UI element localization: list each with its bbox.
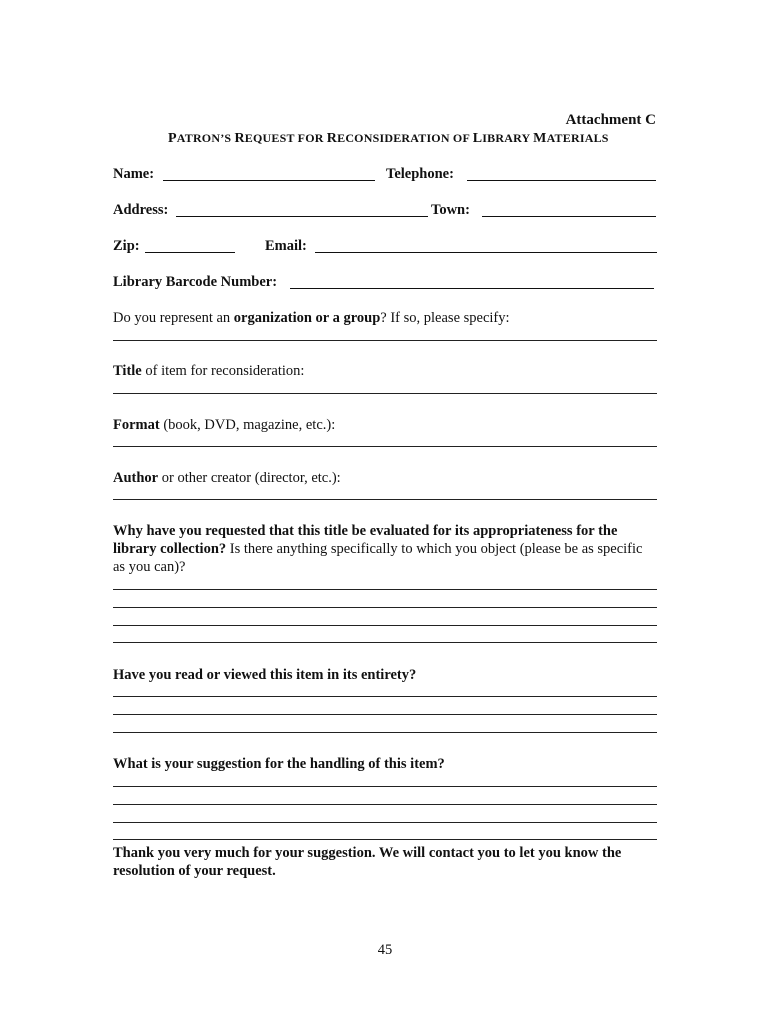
title-part-5: MATERIALS bbox=[533, 131, 609, 146]
barcode-label: Library Barcode Number: bbox=[113, 274, 278, 290]
suggestion-answer-line[interactable] bbox=[113, 804, 657, 805]
suggestion-answer-line[interactable] bbox=[113, 786, 657, 787]
why-answer-line[interactable] bbox=[113, 625, 657, 626]
organization-question: Do you represent an organization or a group? If so, please specify: bbox=[113, 310, 510, 326]
town-field[interactable] bbox=[482, 216, 656, 217]
format-question: Format (book, DVD, magazine, etc.): bbox=[113, 417, 336, 433]
why-answer-line[interactable] bbox=[113, 642, 657, 643]
email-label: Email: bbox=[265, 238, 307, 254]
title-question: Title of item for reconsideration: bbox=[113, 363, 305, 379]
suggestion-question: What is your suggestion for the handling of this item? bbox=[113, 756, 445, 772]
closing-message: Thank you very much for your suggestion. We will contact you to let you know the resolution of your request. bbox=[113, 845, 622, 879]
read-answer-line[interactable] bbox=[113, 714, 657, 715]
author-question: Author or other creator (director, etc.): bbox=[113, 470, 341, 486]
read-answer-line[interactable] bbox=[113, 732, 657, 733]
suggestion-answer-line[interactable] bbox=[113, 839, 657, 840]
format-answer-line[interactable] bbox=[113, 446, 657, 447]
address-label: Address: bbox=[113, 202, 169, 218]
zip-field[interactable] bbox=[145, 252, 235, 253]
author-answer-line[interactable] bbox=[113, 499, 657, 500]
barcode-field[interactable] bbox=[290, 288, 654, 289]
title-answer-line[interactable] bbox=[113, 393, 657, 394]
email-field[interactable] bbox=[315, 252, 657, 253]
suggestion-answer-line[interactable] bbox=[113, 822, 657, 823]
title-part-1: PATRON’S bbox=[168, 131, 235, 146]
address-field[interactable] bbox=[176, 216, 428, 217]
telephone-label: Telephone: bbox=[386, 166, 454, 182]
title-part-2: REQUEST FOR bbox=[234, 131, 327, 146]
page-number: 45 bbox=[377, 942, 393, 958]
telephone-field[interactable] bbox=[467, 180, 656, 181]
read-answer-line[interactable] bbox=[113, 696, 657, 697]
town-label: Town: bbox=[431, 202, 470, 218]
why-question: Why have you requested that this title be evaluated for its appropriateness for the library collection? Is there anything specifically to which you object (please be as specific as you can)? bbox=[113, 523, 643, 575]
why-answer-line[interactable] bbox=[113, 589, 657, 590]
organization-answer-line[interactable] bbox=[113, 340, 657, 341]
document-title bbox=[168, 131, 609, 147]
name-label: Name: bbox=[113, 166, 155, 182]
title-part-3: RECONSIDERATION OF bbox=[326, 131, 473, 146]
read-question: Have you read or viewed this item in its entirety? bbox=[113, 667, 417, 683]
title-part-4: LIBRARY bbox=[472, 131, 534, 146]
zip-label: Zip: bbox=[113, 238, 140, 254]
name-field[interactable] bbox=[163, 180, 375, 181]
why-answer-line[interactable] bbox=[113, 607, 657, 608]
attachment-label: Attachment C bbox=[565, 112, 656, 128]
